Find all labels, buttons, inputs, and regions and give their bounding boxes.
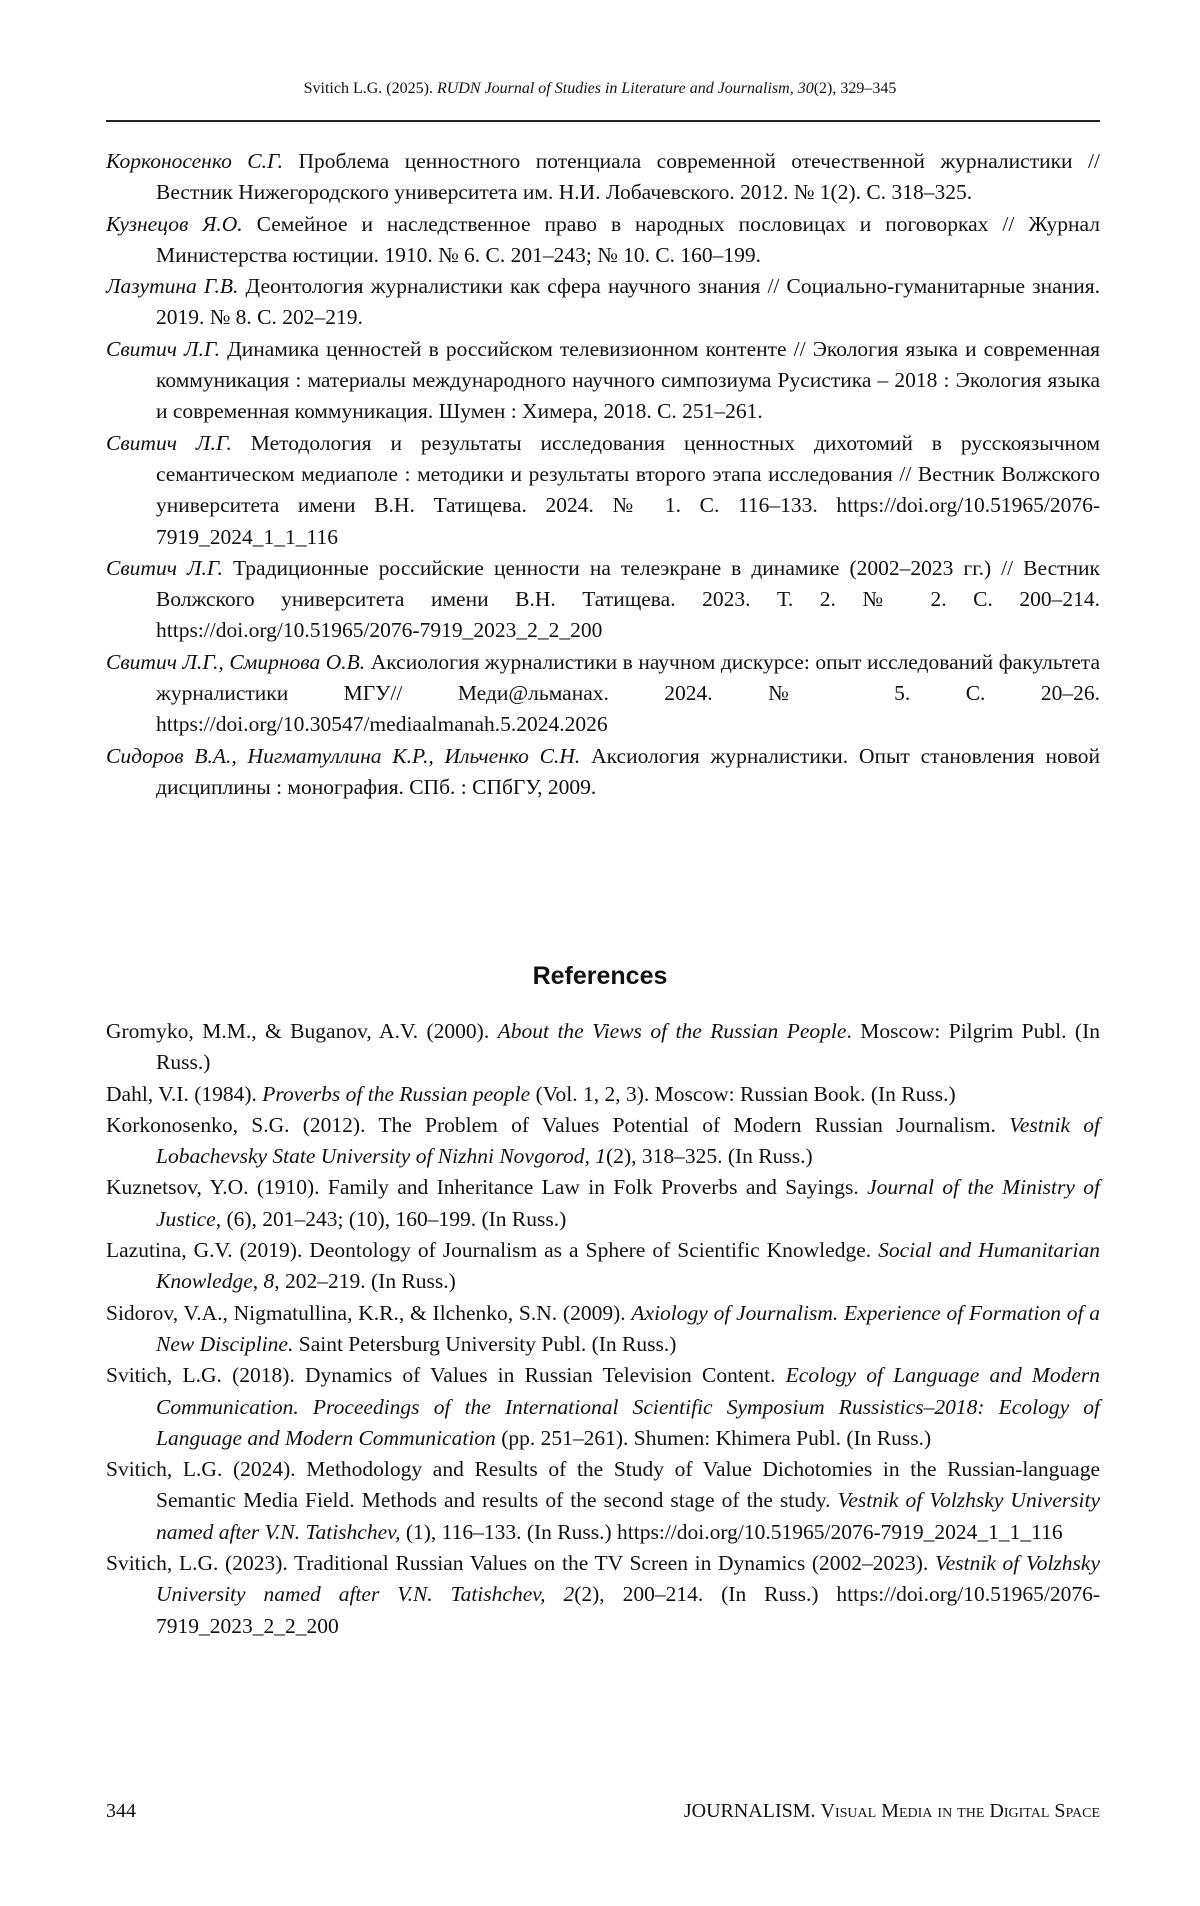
reference-author: Свитич Л.Г. [106, 431, 232, 455]
reference-text: Svitich, L.G. (2023). Traditional Russian Values on the TV Screen in Dynamics (2002–2023). [106, 1551, 935, 1575]
reference-author: Сидоров В.А., Нигматуллина К.Р., Ильченко С.Н. [106, 744, 580, 768]
reference-text: Lazutina, G.V. (2019). Deontology of Journalism as a Sphere of Scientific Knowledge. [106, 1238, 878, 1262]
reference-text: Традиционные российские ценности на телеэкране в динамике (2002–2023 гг.) // Вестник Волжского университета имени В.Н. Татищева. 2023. Т. 2. № 2. С. 200–214. https://doi.org/10.51965/2076-7919_2023_2_2_200 [156, 556, 1100, 643]
reference-entry [106, 1079, 1100, 1110]
reference-title: Vestnik of Volzhsky University named after V.N. Tatishchev, [156, 1488, 1100, 1543]
running-header [0, 80, 1200, 98]
reference-entry [106, 1110, 1100, 1173]
reference-author: Свитич Л.Г. [106, 556, 223, 580]
footer-section-a: JOURNALISM. [684, 1800, 821, 1822]
reference-text: Динамика ценностей в российском телевизионном контенте // Экология языка и современная коммуникация : материалы международного научного симпозиума Русистика – 2018 : Экология языка и современная коммуникация. Шумен : Химера, 2018. С. 251–261. [156, 337, 1100, 424]
reference-text: Аксиология журналистики. Опыт становления новой дисциплины : монография. СПб. : СПбГУ, 2009. [156, 744, 1100, 799]
reference-title: Vestnik of Lobachevsky State University of Nizhni Novgorod, 1 [156, 1113, 1100, 1168]
reference-text: Методология и результаты исследования ценностных дихотомий в русскоязычном семантическом медиаполе : методики и результаты второго этапа исследования // Вестник Волжского университета имени В.Н. Татищева. 2024. № 1. С. 116–133. https://doi.org/10.51965/2076-7919_2024_1_1_116 [156, 431, 1100, 549]
reference-text: (2), 318–325. (In Russ.) [606, 1144, 813, 1168]
russian-reference-list [106, 146, 1100, 803]
reference-entry [106, 1172, 1100, 1235]
reference-entry [106, 741, 1100, 804]
reference-entry [106, 553, 1100, 647]
reference-text: Sidorov, V.A., Nigmatullina, K.R., & Ilchenko, S.N. (2009). [106, 1301, 631, 1325]
reference-author: Лазутина Г.В. [106, 274, 238, 298]
reference-author: Свитич Л.Г., Смирнова О.В. [106, 650, 365, 674]
header-rule [106, 120, 1100, 122]
reference-entry [106, 1016, 1100, 1079]
reference-text: (2), 200–214. (In Russ.) https://doi.org/10.51965/2076-7919_2023_2_2_200 [156, 1582, 1100, 1637]
reference-title: Axiology of Journalism. Experience of Formation of a New Discipline. [156, 1301, 1100, 1356]
reference-author: Кузнецов Я.О. [106, 212, 243, 236]
references-heading: References [0, 962, 1200, 991]
reference-text: (1), 116–133. (In Russ.) https://doi.org/10.51965/2076-7919_2024_1_1_116 [400, 1520, 1062, 1544]
reference-entry [106, 647, 1100, 741]
reference-text: Dahl, V.I. (1984). [106, 1082, 262, 1106]
reference-text: Семейное и наследственное право в народных пословицах и поговорках // Журнал Министерства юстиции. 1910. № 6. С. 201–243; № 10. С. 160–199. [156, 212, 1100, 267]
footer-section-b: Visual Media in the Digital Space [821, 1800, 1100, 1822]
reference-text: Korkonosenko, S.G. (2012). The Problem of Values Potential of Modern Russian Journalism. [106, 1113, 1009, 1137]
english-reference-list [106, 1016, 1100, 1642]
reference-title: About the Views of the Russian People [498, 1019, 847, 1043]
reference-author: Свитич Л.Г. [106, 337, 220, 361]
reference-entry [106, 1298, 1100, 1361]
reference-title: Vestnik of Volzhsky University named after V.N. Tatishchev, 2 [156, 1551, 1100, 1606]
reference-entry [106, 271, 1100, 334]
reference-text: Svitich, L.G. (2024). Methodology and Results of the Study of Value Dichotomies in the Russian-language Semantic Media Field. Methods and results of the second stage of the study. [106, 1457, 1100, 1512]
header-issue: (2), 329–345 [814, 80, 897, 97]
reference-text: Деонтология журналистики как сфера научного знания // Социально-гуманитарные знания. 2019. № 8. С. 202–219. [156, 274, 1100, 329]
footer-journal-section [684, 1800, 1100, 1823]
reference-title: Ecology of Language and Modern Communication. Proceedings of the International Scientific Symposium Russistics–2018: Ecology of Language and Modern Communication [156, 1363, 1100, 1450]
reference-text: Svitich, L.G. (2018). Dynamics of Values in Russian Television Content. [106, 1363, 786, 1387]
reference-text: Проблема ценностного потенциала современной отечественной журналистики // Вестник Нижегородского университета им. Н.И. Лобачевского. 2012. № 1(2). С. 318–325. [156, 149, 1100, 204]
reference-text: Gromyko, M.M., & Buganov, A.V. (2000). [106, 1019, 498, 1043]
reference-text: 202–219. (In Russ.) [280, 1269, 456, 1293]
header-journal: RUDN Journal of Studies in Literature and Journalism, 30 [437, 80, 814, 97]
reference-entry [106, 1360, 1100, 1454]
reference-entry [106, 209, 1100, 272]
reference-entry [106, 146, 1100, 209]
reference-text: (pp. 251–261). Shumen: Khimera Publ. (In Russ.) [496, 1426, 931, 1450]
reference-title: Proverbs of the Russian people [262, 1082, 530, 1106]
reference-text: Аксиология журналистики в научном дискурсе: опыт исследований факультета журналистики МГУ// Меди@льманах. 2024. № 5. С. 20–26. https://doi.org/10.30547/mediaalmanah.5.2024.2026 [156, 650, 1100, 737]
header-citation: Svitich L.G. (2025). [304, 80, 437, 97]
reference-entry [106, 1548, 1100, 1642]
reference-entry [106, 1235, 1100, 1298]
reference-text: Kuznetsov, Y.O. (1910). Family and Inheritance Law in Folk Proverbs and Sayings. [106, 1175, 867, 1199]
reference-entry [106, 428, 1100, 553]
reference-text: Saint Petersburg University Publ. (In Russ.) [293, 1332, 676, 1356]
reference-title: Social and Humanitarian Knowledge, 8, [156, 1238, 1100, 1293]
reference-text: (Vol. 1, 2, 3). Moscow: Russian Book. (In Russ.) [530, 1082, 955, 1106]
reference-author: Корконосенко С.Г. [106, 149, 283, 173]
page-number: 344 [106, 1800, 136, 1823]
reference-text: (6), 201–243; (10), 160–199. (In Russ.) [221, 1207, 566, 1231]
reference-entry [106, 334, 1100, 428]
reference-title: Journal of the Ministry of Justice, [156, 1175, 1100, 1230]
reference-text: . Moscow: Pilgrim Publ. (In Russ.) [156, 1019, 1100, 1074]
reference-entry [106, 1454, 1100, 1548]
